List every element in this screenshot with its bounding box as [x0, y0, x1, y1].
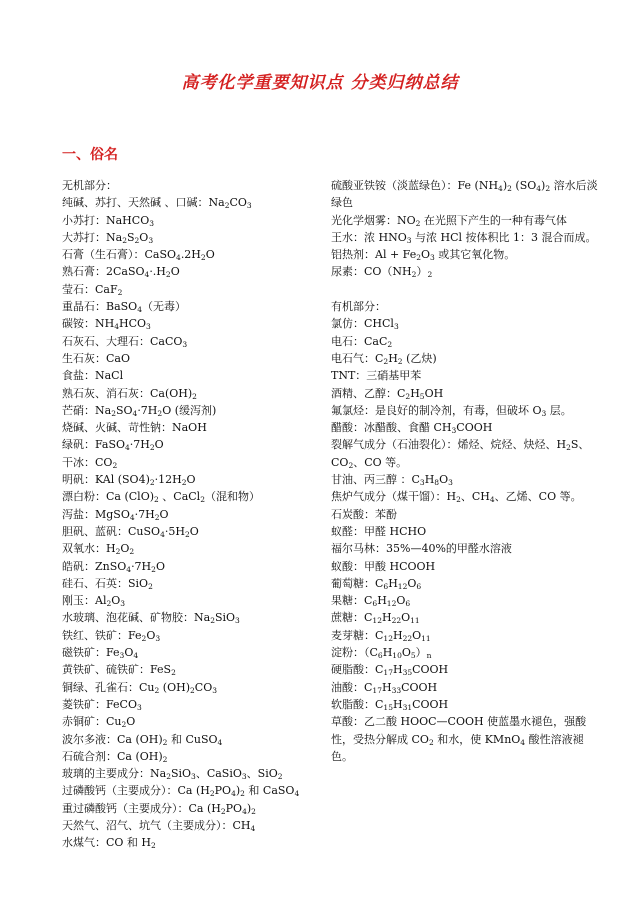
text-line: 焦炉气成分（煤干馏）：$H_2$、$CH_4$、乙烯、CO 等。: [331, 490, 582, 505]
text-line: 铝热剂：$Al + Fe_2O_3$ 或其它氧化物。: [331, 248, 516, 263]
text-line: 石膏（生石膏）：$CaSO_4.2H_2O$: [62, 248, 215, 263]
text-line: 甘油、丙三醇 ：$C_3H_8O_3$: [331, 473, 453, 488]
text-line: 石硫合剂：Ca $(OH)_2$: [62, 749, 168, 764]
text-line: 烧碱、火碱、苛性钠：NaOH: [62, 421, 207, 435]
text-line: 光化学烟雾：$NO_2$ 在光照下产生的一种有毒气体: [331, 213, 567, 228]
text-line: 莹石：CaF$_2$: [62, 282, 123, 297]
text-line: 铜绿、孔雀石：$Cu_2$ $(OH)_2CO_3$: [62, 680, 217, 695]
text-line: 皓矾：$ZnSO_4\cdot 7H_2O$: [62, 559, 165, 574]
text-line: 碳铵：$NH_4HCO_3$: [62, 317, 151, 332]
text-line: 蔗糖：$C_{12}H_{22}O_{11}$: [331, 611, 420, 626]
text-line: 重晶石：BaSO$_4$（无毒）: [62, 300, 186, 315]
text-line: 果糖：$C_6H_{12}O_6$: [331, 594, 411, 609]
text-line: 软脂酸：$C_{15}H_{31}COOH$: [331, 697, 449, 712]
text-line: 水玻璃、泡花碱、矿物胶：$Na_2SiO_3$: [62, 611, 240, 626]
text-line: 泻盐：$MgSO_4\cdot 7H_2O$: [62, 507, 169, 522]
text-line: 石炭酸：苯酚: [331, 507, 397, 521]
text-line: 草酸：乙二酸 HOOC—COOH 使蓝墨水褪色，强酸性，受热分解成 $CO_2$ 和水，使 KMnO$_4$ 酸性溶液褪色。: [331, 715, 587, 763]
text-line: 漂白粉：Ca $(ClO)_2$ 、CaCl$_2$（混和物）: [62, 490, 260, 505]
text-line: TNT：三硝基甲苯: [331, 369, 422, 383]
text-line: 芒硝：$Na_2SO_4\cdot 7H_2O$ (缓泻剂): [62, 403, 217, 418]
text-line: 过磷酸钙（主要成分）：Ca $(H_2PO_4)_2$ 和 CaSO$_4$: [62, 784, 300, 799]
text-line: 天然气、沼气、坑气（主要成分）：$CH_4$: [62, 818, 256, 833]
blank-line: [331, 281, 599, 298]
text-line: 王水：浓 $HNO_3$ 与浓 HCl 按体积比 1：3 混合而成。: [331, 230, 597, 245]
text-line: 熟石灰、消石灰：$Ca(OH)_2$: [62, 386, 197, 401]
text-line: 蚁醛：甲醛 HCHO: [331, 524, 427, 538]
text-line: 明矾：KAl $(SO4)_2\cdot 12H_2O$: [62, 473, 196, 488]
text-line: 硬脂酸：$C_{17}H_{35}COOH$: [331, 663, 449, 678]
text-line: 磁铁矿：$Fe_3O_4$: [62, 646, 139, 661]
text-line: 有机部分：: [331, 300, 386, 314]
text-line: 食盐：NaCl: [62, 369, 124, 383]
section-heading: 一、俗名: [62, 147, 118, 163]
text-line: 小苏打：NaHCO$_3$: [62, 213, 154, 228]
text-line: 尿素：$CO(NH_2)_2$: [331, 265, 433, 280]
text-line: 蚁酸：甲酸 HCOOH: [331, 559, 436, 573]
text-line: 大苏打：$Na_2S_2O_3$: [62, 230, 154, 245]
text-line: 纯碱、苏打、天然碱 、口碱：$Na_2CO_3$: [62, 196, 252, 211]
text-line: 氟氯烃：是良好的制冷剂，有毒，但破坏 $O_3$ 层。: [331, 403, 572, 418]
text-line: 干冰：$CO_2$: [62, 455, 118, 470]
text-line: 酒精、乙醇：$C_2H_5OH$: [331, 386, 444, 401]
text-line: 电石气：$C_2H_2$ (乙炔): [331, 351, 437, 366]
text-line: 绿矾：$FaSO_4\cdot 7H_2O$: [62, 438, 164, 453]
text-line: 刚玉：$Al_2O_3$: [62, 594, 126, 609]
text-line: 麦芽糖：$C_{12}H_{22}O_{11}$: [331, 628, 431, 643]
text-line: 菱铁矿：FeCO$_3$: [62, 697, 142, 712]
text-line: 裂解气成分（石油裂化）：烯烃、烷烃、炔烃、$H_2S$、$CO_2$、CO 等。: [331, 438, 590, 470]
text-line: 硅石、石英：SiO$_2$: [62, 576, 153, 591]
text-line: 胆矾、蓝矾：$CuSO_4\cdot 5H_2O$: [62, 524, 199, 539]
text-line: 生石灰：CaO: [62, 351, 130, 365]
text-line: 重过磷酸钙（主要成分）：Ca $(H_2PO_4)_2$: [62, 801, 256, 816]
page-title: 高考化学重要知识点 分类归纳总结: [181, 73, 459, 93]
text-line: 石灰石、大理石：CaCO$_3$: [62, 334, 188, 349]
text-line: 氯仿：CHCl$_3$: [331, 317, 399, 332]
text-line: 赤铜矿：$Cu_2O$: [62, 715, 136, 730]
text-line: 水煤气：CO 和 $H_2$: [62, 836, 156, 851]
text-line: 双氧水：$H_2O_2$: [62, 542, 135, 557]
text-line: 电石：CaC$_2$: [331, 334, 393, 349]
text-line: 玻璃的主要成分：$Na_2SiO_3$、CaSiO$_3$、SiO$_2$: [62, 767, 283, 782]
text-line: 无机部分：: [62, 179, 117, 192]
left-column: [62, 177, 324, 852]
text-line: 淀粉：$(C_6H_{10}O_5)_n$: [331, 646, 432, 661]
text-line: 葡萄糖：$C_6H_{12}O_6$: [331, 576, 422, 591]
text-line: 硫酸亚铁铵（淡蓝绿色）：Fe $(NH_4)_2$ $(SO_4)_2$ 溶水后淡绿色: [331, 179, 598, 210]
text-line: 福尔马林：35%—40%的甲醛水溶液: [331, 542, 512, 556]
text-line: 熟石膏：$2CaSO_4\cdot.H_2O$: [62, 265, 180, 280]
text-line: 铁红、铁矿：$Fe_2O_3$: [62, 628, 161, 643]
text-line: 醋酸：冰醋酸、食醋 $CH_3COOH$: [331, 421, 493, 436]
text-line: 波尔多液：Ca $(OH)_2$ 和 CuSO$_4$: [62, 732, 223, 747]
text-line: 黄铁矿、硫铁矿：FeS$_2$: [62, 663, 176, 678]
right-column: [331, 177, 599, 765]
text-line: 油酸：$C_{17}H_{33}COOH$: [331, 680, 438, 695]
